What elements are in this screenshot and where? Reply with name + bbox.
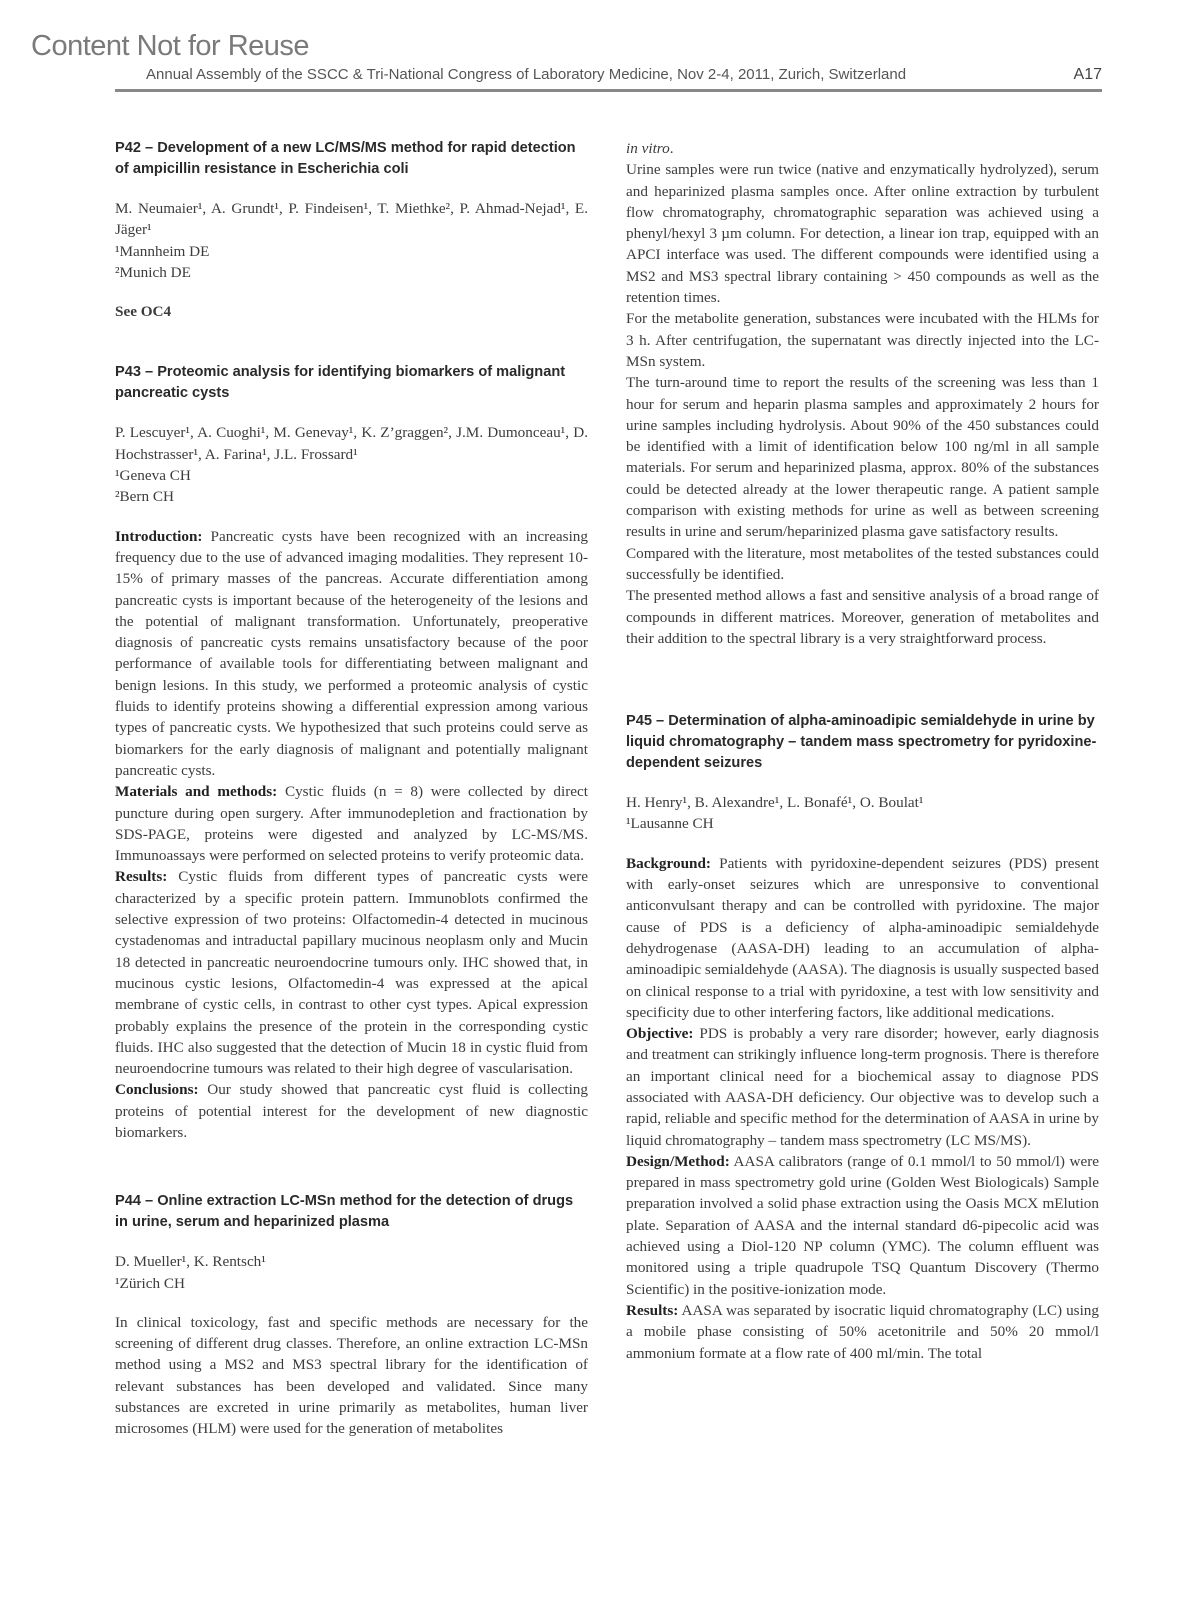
see-reference-link[interactable]: See OC4 bbox=[115, 303, 172, 321]
section-label: Objective: bbox=[626, 1025, 694, 1043]
abstract-title: P44 – Online extraction LC-MSn method for the detection of drugs in urine, serum and heparinized plasma bbox=[115, 1193, 574, 1231]
section-introduction bbox=[115, 526, 588, 782]
section-objective bbox=[626, 1023, 1099, 1151]
paragraph: For the metabolite generation, substances were incubated with the HLMs for 3 h. After centrifugation, the supernatant was directly injected into the LC-MSn system. bbox=[626, 310, 1099, 370]
abstract-p44 bbox=[115, 1191, 588, 1439]
affiliation: ¹Mannheim DE bbox=[115, 242, 210, 260]
running-head-title: Annual Assembly of the SSCC & Tri-National Congress of Laboratory Medicine, Nov 2-4, 2011, Zurich, Switzerland bbox=[146, 66, 907, 83]
section-label: Materials and methods: bbox=[115, 783, 278, 801]
paragraph bbox=[115, 1312, 588, 1440]
abstract-title: P43 – Proteomic analysis for identifying biomarkers of malignant pancreatic cysts bbox=[115, 364, 566, 402]
running-head bbox=[146, 66, 1102, 84]
section-label: Results: bbox=[115, 868, 168, 886]
section-text: AASA calibrators (range of 0.1 mmol/l to 50 mmol/l) were prepared in mass spectrometry gold urine (Golden West Biologicals) Sample preparation involved a solid phase extraction using the Oasis MCX mElution plate. Separation of AASA and the internal standard d6-pipecolic acid was achieved using a Diol-120 NP column (YMC). The column effluent was monitored using a triple quadrupole TSQ Quantum Discovery (Thermo Scientific) in the positive-ionization mode. bbox=[626, 1152, 1099, 1298]
section-text: Cystic fluids from different types of pancreatic cysts were characterized by a specific protein pattern. Immunoblots confirmed the selective expression of two proteins: Olfactomedin-4 detected in mucinous cystadenomas and intraductal papillary mucinous neoplasm only and Mucin 18 detected in pancreatic neuroendocrine tumours only. IHC showed that, in mucinous cystic lesions, Olfactomedin-4 was expressed at the apical membrane of cystic cells, in contrast to other cyst types. Apical expression probably explains the presence of the protein in the corresponding cystic fluids. IHC also suggested that the detection of Mucin 18 in cystic fluid from neuroendocrine tumours was related to their high degree of vascularisation. bbox=[115, 868, 588, 1078]
paragraph-text: In clinical toxicology, fast and specific methods are necessary for the screening of different drug classes. Therefore, an online extraction LC-MSn method using a MS2 and MS3 spectral library for the identification of relevant substances has been developed and validated. Since many substances are excreted in urine primarily as metabolites, human liver microsomes (HLM) were used for the generation of metabolites bbox=[115, 1313, 588, 1438]
watermark: Content Not for Reuse bbox=[31, 30, 310, 62]
affiliation: ¹Geneva CH bbox=[115, 467, 191, 485]
left-column bbox=[115, 138, 588, 1440]
section-text: Pancreatic cysts have been recognized with an increasing frequency due to the use of advanced imaging modalities. They represent 10-15% of primary masses of the pancreas. Accurate differentiation among pancreatic cysts is important because of the heterogeneity of the lesions and the potential of malignant transformation. Unfortunately, preoperative diagnosis of pancreatic cysts remains unsatisfactory because of the poor performance of available tools for differentiating between malignant and benign lesions. In this study, we performed a proteomic analysis of cystic fluids to identify proteins showing a differential expression among various types of pancreatic cysts. We hypothesized that such proteins could serve as biomarkers for the early diagnosis of malignant and potentially malignant pancreatic cysts. bbox=[115, 527, 588, 779]
section-text: Cystic fluids (n = 8) were collected by direct puncture during open surgery. After immunodepletion and fractionation by SDS-PAGE, proteins were digested and analyzed by LC-MS/MS. Immunoassays were performed on selected proteins to verify proteomic data. bbox=[115, 783, 588, 865]
paragraph: The turn-around time to report the results of the screening was less than 1 hour for serum and heparin plasma samples and approximately 2 hours for urine samples including hydrolysis. About 90% of the 450 substances could be identified with a limit of identification below 100 ng/ml in all sample materials. For serum and heparinized plasma, approx. 80% of the substances could be detected already at the lower therapeutic range. A patient sample comparison with existing methods for urine as well as between screening results in urine and serum/heparinized plasma gave satisfactory results. bbox=[626, 374, 1099, 541]
section-label: Design/Method: bbox=[626, 1152, 730, 1170]
section-label: Results: bbox=[626, 1301, 679, 1319]
section-results bbox=[626, 1300, 1099, 1364]
section-text: AASA was separated by isocratic liquid chromatography (LC) using a mobile phase consisting of 50% acetonitrile and 50% 20 mmol/l ammonium formate at a flow rate of 400 ml/min. The total bbox=[626, 1301, 1099, 1362]
header-rule bbox=[115, 89, 1102, 92]
section-text: Patients with pyridoxine-dependent seizures (PDS) present with early-onset seizures which are unresponsive to conventional anticonvulsant therapy and can be controlled with pyridoxine. The major cause of PDS is a deficiency of alpha-aminoadipic semialdehyde dehydrogenase (AASA-DH) leading to an accumulation of alpha-aminoadipic semialdehyde (AASA). The diagnosis is usually suspected based on clinical response to a trial with pyridoxine, a test with low sensitivity and specificity due to other interfering factors, like additional medications. bbox=[626, 854, 1099, 1021]
section-design-method bbox=[626, 1151, 1099, 1300]
affiliation: ¹Zürich CH bbox=[115, 1274, 185, 1292]
affiliation: ¹Lausanne CH bbox=[626, 815, 714, 833]
section-label: Background: bbox=[626, 854, 711, 872]
section-conclusions bbox=[115, 1079, 588, 1143]
authors: M. Neumaier¹, A. Grundt¹, P. Findeisen¹, T. Miethke², P. Ahmad-Nejad¹, E. Jäger¹ bbox=[115, 200, 588, 239]
section-background bbox=[626, 853, 1099, 1023]
abstract-p42 bbox=[115, 138, 588, 322]
authors: H. Henry¹, B. Alexandre¹, L. Bonafé¹, O. Boulat¹ bbox=[626, 794, 924, 812]
page-number: A17 bbox=[1073, 66, 1102, 83]
abstract-p45 bbox=[626, 711, 1099, 1364]
abstract-title: P45 – Determination of alpha-aminoadipic semialdehyde in urine by liquid chromatography – tandem mass spectrometry for pyridoxine-dependent seizures bbox=[626, 713, 1097, 772]
section-text: PDS is probably a very rare disorder; however, early diagnosis and treatment can strikingly influence long-term prognosis. There is therefore an important clinical need for a biochemical assay to diagnose PDS associated with AASA-DH deficiency. Our objective was to develop such a rapid, reliable and specific method for the determination of AASA in urine by liquid chromatography – tandem mass spectrometry (LC MS/MS). bbox=[626, 1025, 1099, 1149]
paragraph: Compared with the literature, most metabolites of the tested substances could successfully be identified. bbox=[626, 544, 1099, 583]
affiliation: ²Bern CH bbox=[115, 488, 174, 506]
paragraph: in vitro. bbox=[626, 140, 674, 157]
right-column bbox=[626, 138, 1099, 1364]
paragraph: The presented method allows a fast and sensitive analysis of a broad range of compounds in different matrices. Moreover, generation of metabolites and their addition to the spectral library is a very straightforward process. bbox=[626, 587, 1099, 647]
italic-phrase: in vitro bbox=[626, 140, 670, 157]
section-label: Conclusions: bbox=[115, 1081, 199, 1099]
abstract-p44-continued bbox=[626, 138, 1099, 649]
section-label: Introduction: bbox=[115, 527, 203, 545]
section-results bbox=[115, 866, 588, 1079]
section-text: Our study showed that pancreatic cyst fluid is collecting proteins of potential interest for the development of new diagnostic biomarkers. bbox=[115, 1081, 588, 1141]
abstract-p43 bbox=[115, 362, 588, 1143]
abstract-title: P42 – Development of a new LC/MS/MS method for rapid detection of ampicillin resistance in Escherichia coli bbox=[115, 140, 576, 177]
paragraph: Urine samples were run twice (native and enzymatically hydrolyzed), serum and heparinized plasma samples once. After online extraction by turbulent flow chromatography, chromatographic separation was achieved using a phenyl/hexyl 3 µm column. For detection, a linear ion trap, equipped with an APCI interface was used. The different compounds were identified using a MS2 and MS3 spectral library containing > 450 compounds as well as the retention times. bbox=[626, 161, 1099, 307]
section-materials-methods bbox=[115, 781, 588, 866]
authors: P. Lescuyer¹, A. Cuoghi¹, M. Genevay¹, K. Z’graggen², J.M. Dumonceau¹, D. Hochstrasser¹, A. Farina¹, J.L. Frossard¹ bbox=[115, 424, 588, 463]
authors: D. Mueller¹, K. Rentsch¹ bbox=[115, 1253, 266, 1271]
affiliation: ²Munich DE bbox=[115, 263, 191, 281]
